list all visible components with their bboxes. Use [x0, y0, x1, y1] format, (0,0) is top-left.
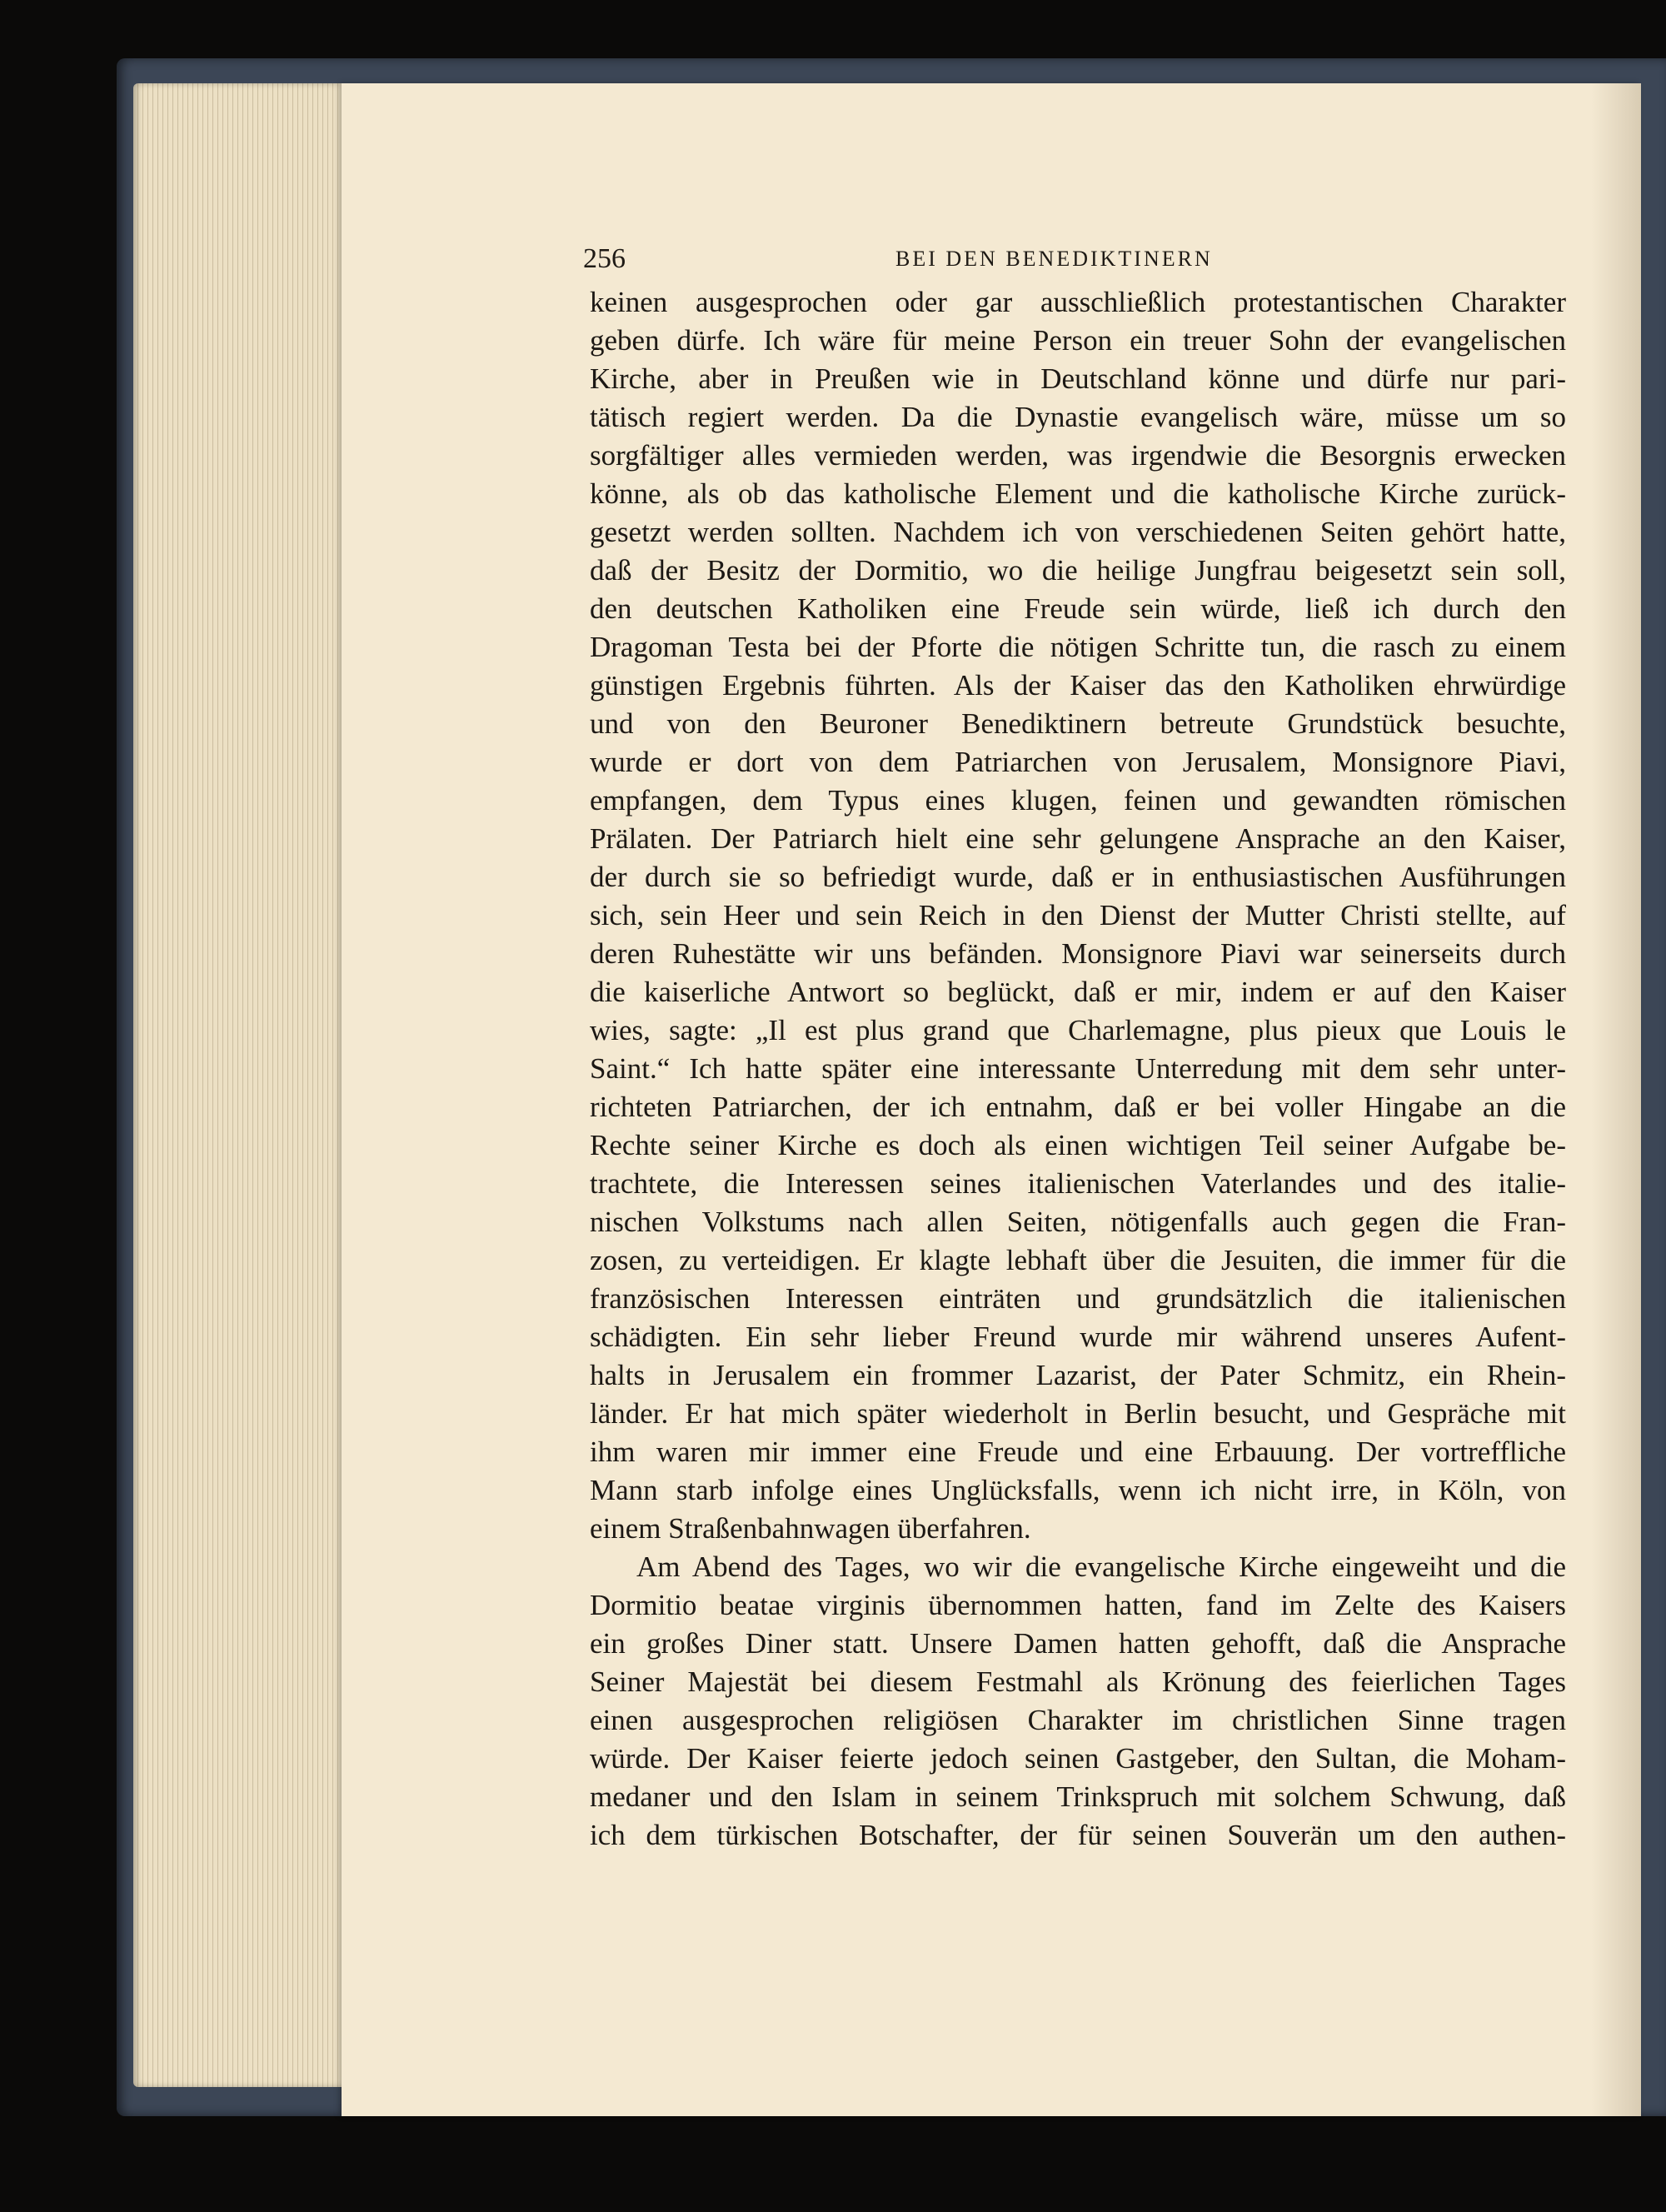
- body-text: [590, 283, 1566, 1855]
- text-line: Mann starb infolge eines Unglücksfalls, wenn ich nicht irre, in Köln, von: [590, 1474, 1566, 1506]
- text-line: richteten Patriarchen, der ich entnahm, daß er bei voller Hingabe an die: [590, 1091, 1566, 1123]
- text-line: Dragoman Testa bei der Pforte die nötigen Schritte tun, die rasch zu einem: [590, 631, 1566, 663]
- text-line: länder. Er hat mich später wiederholt in Berlin besucht, und Gespräche mit: [590, 1397, 1566, 1430]
- text-line: medaner und den Islam in seinem Trinkspruch mit solchem Schwung, daß: [590, 1780, 1566, 1813]
- text-line: daß der Besitz der Dormitio, wo die heilige Jungfrau beigesetzt sein soll,: [590, 554, 1566, 587]
- running-head: [583, 243, 1570, 277]
- text-line: einen ausgesprochen religiösen Charakter im christlichen Sinne tragen: [590, 1704, 1566, 1736]
- text-line: schädigten. Ein sehr lieber Freund wurde mir während unseres Aufent-: [590, 1321, 1566, 1353]
- text-line: ihm waren mir immer eine Freude und eine Erbauung. Der vortreffliche: [590, 1436, 1566, 1468]
- text-line: Seiner Majestät bei diesem Festmahl als Krönung des feierlichen Tages: [590, 1665, 1566, 1698]
- text-line: der durch sie so befriedigt wurde, daß er in enthusiastischen Ausführungen: [590, 861, 1566, 893]
- page-number: 256: [583, 243, 626, 274]
- text-line: Kirche, aber in Preußen wie in Deutschland könne und dürfe nur pari-: [590, 362, 1566, 395]
- paragraph-end-line: einem Straßenbahnwagen überfahren.: [590, 1512, 1031, 1545]
- text-line: wies, sagte: „Il est plus grand que Charlemagne, plus pieux que Louis le: [590, 1014, 1566, 1046]
- text-line: sich, sein Heer und sein Reich in den Dienst der Mutter Christi stellte, auf: [590, 899, 1566, 931]
- text-line: trachtete, die Interessen seines italienischen Vaterlandes und des italie-: [590, 1167, 1566, 1200]
- text-line: ich dem türkischen Botschafter, der für seinen Souverän um den authen-: [590, 1819, 1566, 1851]
- paragraph-start-line: Am Abend des Tages, wo wir die evangelische Kirche eingeweiht und die: [636, 1550, 1566, 1583]
- text-line: französischen Interessen einträten und grundsätzlich die italienischen: [590, 1282, 1566, 1315]
- page-edges: [133, 83, 350, 2087]
- text-line: empfangen, dem Typus eines klugen, feinen und gewandten römischen: [590, 784, 1566, 816]
- text-line: nischen Volkstums nach allen Seiten, nötigenfalls auch gegen die Fran-: [590, 1206, 1566, 1238]
- text-line: günstigen Ergebnis führten. Als der Kaiser das den Katholiken ehrwürdige: [590, 669, 1566, 702]
- text-line: wurde er dort von dem Patriarchen von Jerusalem, Monsignore Piavi,: [590, 746, 1566, 778]
- text-line: tätisch regiert werden. Da die Dynastie evangelisch wäre, müsse um so: [590, 401, 1566, 433]
- text-line: ein großes Diner statt. Unsere Damen hatten gehofft, daß die Ansprache: [590, 1627, 1566, 1660]
- text-line: geben dürfe. Ich wäre für meine Person ein treuer Sohn der evangelischen: [590, 324, 1566, 357]
- text-line: Dormitio beatae virginis übernommen hatten, fand im Zelte des Kaisers: [590, 1589, 1566, 1621]
- text-line: keinen ausgesprochen oder gar ausschließlich protestantischen Charakter: [590, 286, 1566, 318]
- text-line: und von den Beuroner Benediktinern betreute Grundstück besuchte,: [590, 707, 1566, 740]
- text-line: gesetzt werden sollten. Nachdem ich von verschiedenen Seiten gehört hatte,: [590, 516, 1566, 548]
- text-line: zosen, zu verteidigen. Er klagte lebhaft über die Jesuiten, die immer für die: [590, 1244, 1566, 1276]
- text-line: Prälaten. Der Patriarch hielt eine sehr gelungene Ansprache an den Kaiser,: [590, 822, 1566, 855]
- text-line: den deutschen Katholiken eine Freude sein würde, ließ ich durch den: [590, 592, 1566, 625]
- text-line: sorgfältiger alles vermieden werden, was irgendwie die Besorgnis erwecken: [590, 439, 1566, 472]
- text-line: Rechte seiner Kirche es doch als einen wichtigen Teil seiner Aufgabe be-: [590, 1129, 1566, 1161]
- text-line: die kaiserliche Antwort so beglückt, daß er mir, indem er auf den Kaiser: [590, 976, 1566, 1008]
- text-line: deren Ruhestätte wir uns befänden. Monsignore Piavi war seinerseits durch: [590, 937, 1566, 970]
- text-line: würde. Der Kaiser feierte jedoch seinen Gastgeber, den Sultan, die Moham-: [590, 1742, 1566, 1775]
- text-line: halts in Jerusalem ein frommer Lazarist, der Pater Schmitz, ein Rhein-: [590, 1359, 1566, 1391]
- text-line: Saint.“ Ich hatte später eine interessante Unterredung mit dem sehr unter-: [590, 1052, 1566, 1085]
- running-title: BEI DEN BENEDIKTINERN: [895, 247, 1213, 271]
- text-line: könne, als ob das katholische Element und die katholische Kirche zurück-: [590, 477, 1566, 510]
